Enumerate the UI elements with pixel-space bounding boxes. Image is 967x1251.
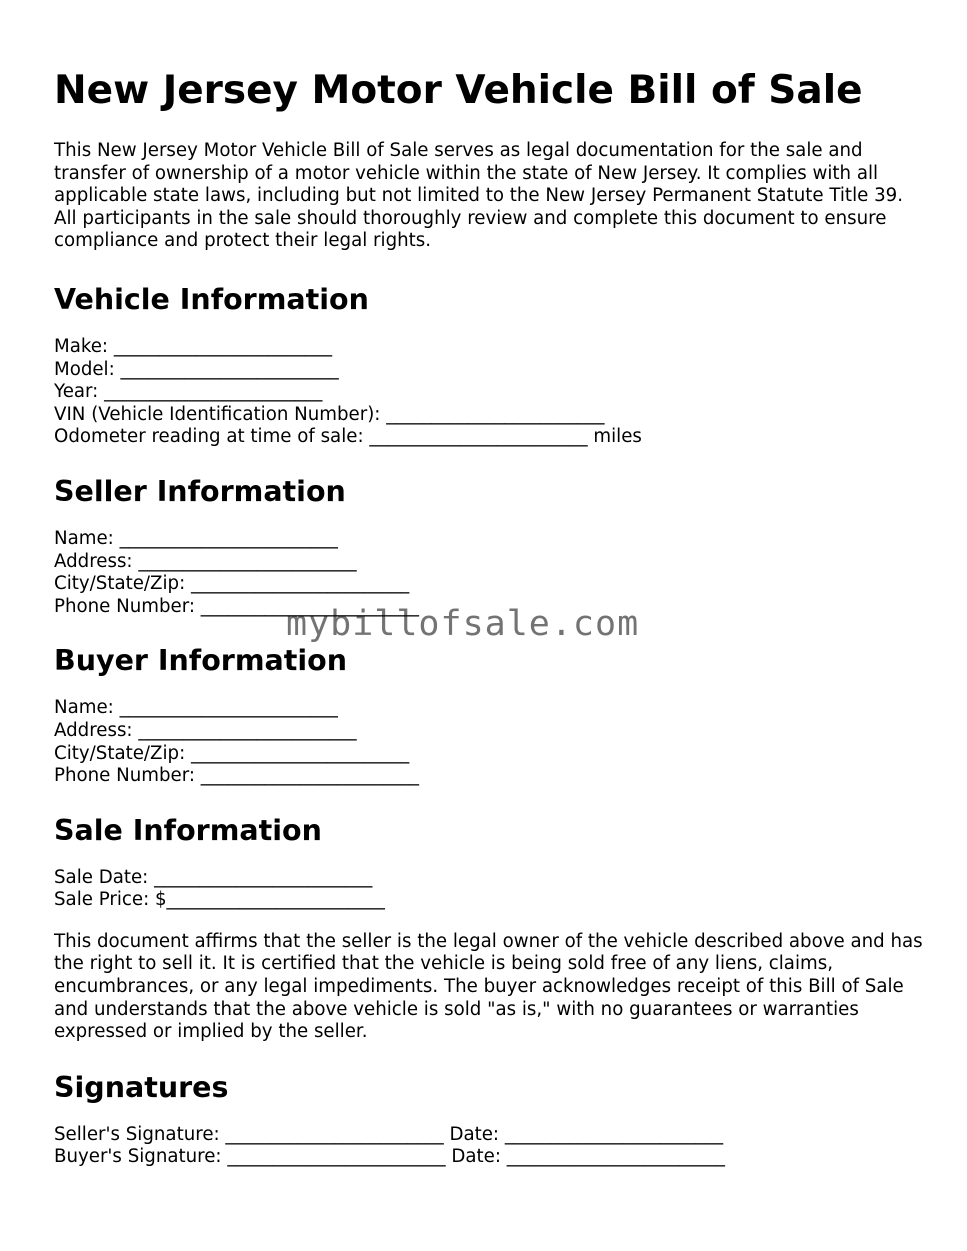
buyer-city-state-zip-field: City/State/Zip: ________________________ xyxy=(54,742,410,764)
buyer-fields xyxy=(54,697,924,787)
vehicle-model-field: Model: ________________________ xyxy=(54,358,339,380)
vehicle-fields xyxy=(54,336,924,449)
seller-city-state-zip-field: City/State/Zip: ________________________ xyxy=(54,573,410,595)
signature-fields xyxy=(54,1124,924,1169)
vehicle-make-field: Make: ________________________ xyxy=(54,335,333,357)
buyer-heading: Buyer Information xyxy=(54,644,348,678)
seller-heading: Seller Information xyxy=(54,474,346,508)
seller-fields xyxy=(54,528,924,618)
document-title: New Jersey Motor Vehicle Bill of Sale xyxy=(54,68,863,113)
seller-signature-line: Seller's Signature: ________________________ Date: ________________________ xyxy=(54,1123,724,1145)
intro-paragraph: This New Jersey Motor Vehicle Bill of Sale serves as legal documentation for the sale and transfer of ownership of a motor vehicle within the state of New Jersey. It complies with all applicable state laws, including but not limited to the New Jersey Permanent Statute Title 39. All participants in the sale should thoroughly review and complete this document to ensure compliance and protect their legal rights. xyxy=(54,140,904,252)
vehicle-odometer-field: Odometer reading at time of sale: ________________________ miles xyxy=(54,426,642,448)
buyer-name-field: Name: ________________________ xyxy=(54,697,338,719)
buyer-phone-field: Phone Number: ________________________ xyxy=(54,765,420,787)
sale-price-field: Sale Price: $________________________ xyxy=(54,889,385,911)
buyer-signature-line: Buyer's Signature: ________________________ Date: ________________________ xyxy=(54,1146,726,1168)
buyer-address-field: Address: ________________________ xyxy=(54,719,357,741)
affirmation-paragraph: This document affirms that the seller is the legal owner of the vehicle described above and has the right to sell it. It is certified that the vehicle is being sold free of any liens, claims, encumbrances, or any legal impediments. The buyer acknowledges receipt of this Bill of Sale and understands that the above vehicle is sold "as is," with no guarantees or warranties expressed or implied by the seller. xyxy=(54,930,923,1043)
sale-heading: Sale Information xyxy=(54,813,322,847)
watermark: mybillofsale.com xyxy=(286,604,640,644)
document-page xyxy=(54,66,924,1169)
seller-name-field: Name: ________________________ xyxy=(54,527,338,549)
sale-fields xyxy=(54,867,924,912)
seller-phone-field: Phone Number: ________________________ xyxy=(54,595,420,617)
vehicle-heading: Vehicle Information xyxy=(54,282,369,316)
vehicle-vin-field: VIN (Vehicle Identification Number): ________________________ xyxy=(54,403,605,425)
seller-address-field: Address: ________________________ xyxy=(54,550,357,572)
sale-date-field: Sale Date: ________________________ xyxy=(54,866,373,888)
vehicle-year-field: Year: ________________________ xyxy=(54,381,323,403)
signatures-heading: Signatures xyxy=(54,1070,229,1104)
